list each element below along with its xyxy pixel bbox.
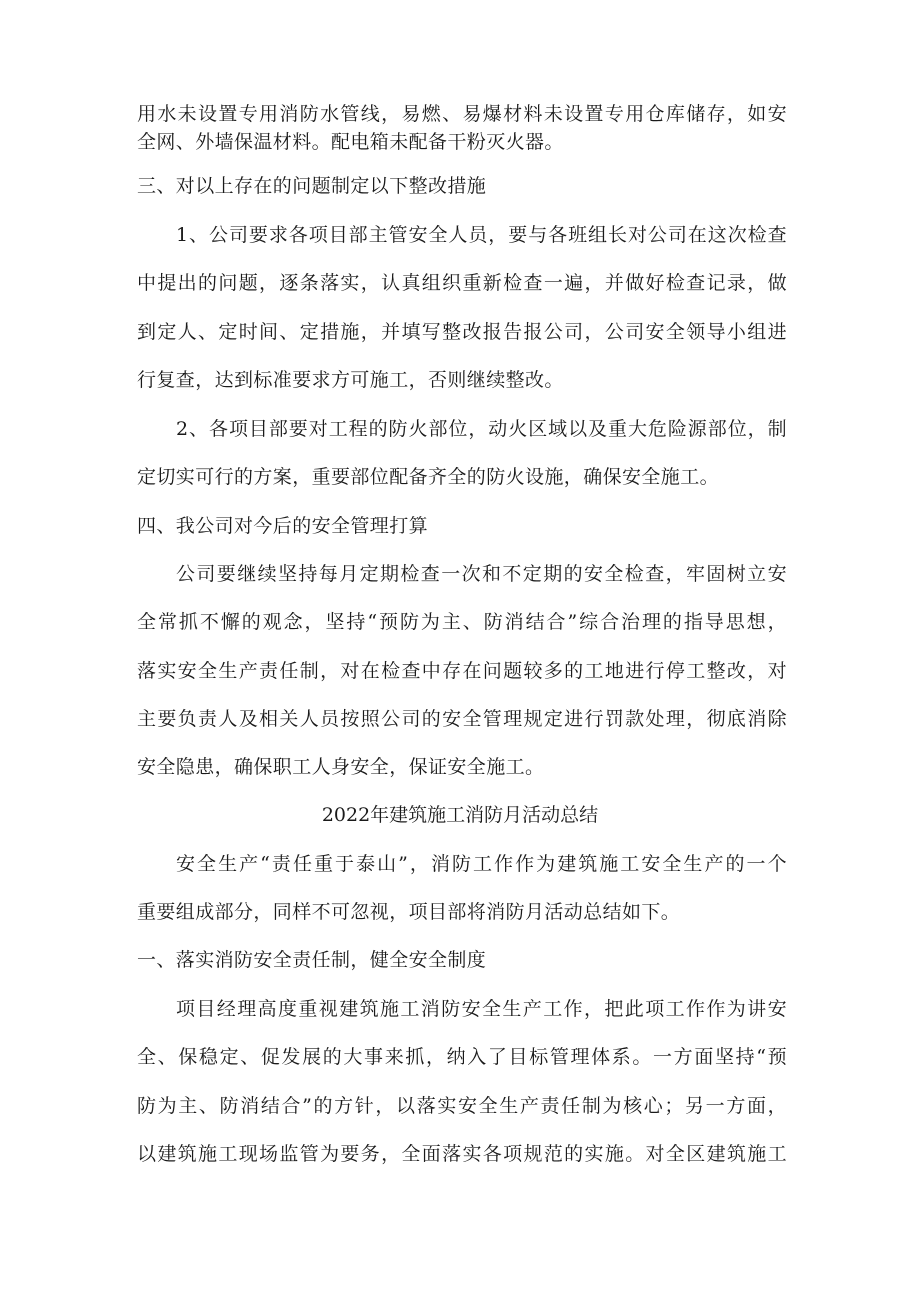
- paragraph-line: 定切实可行的方案，重要部位配备齐全的防火设施，确保安全施工。: [137, 466, 720, 488]
- paragraph-line: 全、保稳定、促发展的大事来抓，纳入了目标管理体系。一方面坚持“预: [137, 1046, 787, 1068]
- paragraph-line: 1、公司要求各项目部主管安全人员，要与各班组长对公司在这次检查: [176, 224, 787, 246]
- paragraph-line: 主要负责人及相关人员按照公司的安全管理规定进行罚款处理，彻底消除: [137, 708, 787, 730]
- paragraph-line: 中提出的问题，逐条落实，认真组织重新检查一遍，并做好检查记录，做: [137, 272, 787, 294]
- paragraph-line: 行复查，达到标准要求方可施工，否则继续整改。: [137, 369, 564, 391]
- paragraph-line: 落实安全生产责任制，对在检查中存在问题较多的工地进行停工整改，对: [137, 660, 787, 682]
- paragraph-line: 公司要继续坚持每月定期检查一次和不定期的安全检查，牢固树立安: [176, 563, 787, 585]
- paragraph-line: 项目经理高度重视建筑施工消防安全生产工作，把此项工作作为讲安: [176, 998, 787, 1020]
- paragraph-line: 全常抓不懈的观念，坚持“预防为主、防消结合”综合治理的指导思想，: [137, 611, 787, 633]
- paragraph-line: 用水未设置专用消防水管线，易燃、易爆材料未设置专用仓库储存，如安: [137, 103, 787, 125]
- section-heading: 三、对以上存在的问题制定以下整改措施: [137, 175, 487, 197]
- paragraph-line: 安全隐患，确保职工人身安全，保证安全施工。: [137, 756, 545, 778]
- page-title: 2022年建筑施工消防月活动总结: [321, 804, 599, 826]
- section-heading: 一、落实消防安全责任制，健全安全制度: [137, 949, 487, 971]
- paragraph-line: 全网、外墙保温材料。配电箱未配备干粉灭火器。: [137, 131, 564, 153]
- paragraph-line: 以建筑施工现场监管为要务，全面落实各项规范的实施。对全区建筑施工: [137, 1143, 787, 1165]
- section-heading: 四、我公司对今后的安全管理打算: [137, 515, 429, 537]
- paragraph-line: 2、各项目部要对工程的防火部位，动火区域以及重大危险源部位，制: [176, 418, 787, 440]
- paragraph-line: 安全生产“责任重于泰山”，消防工作作为建筑施工安全生产的一个: [176, 853, 787, 875]
- paragraph-line: 防为主、防消结合”的方针，以落实安全生产责任制为核心；另一方面，: [137, 1095, 787, 1117]
- paragraph-line: 到定人、定时间、定措施，并填写整改报告报公司，公司安全领导小组进: [137, 321, 787, 343]
- paragraph-line: 重要组成部分，同样不可忽视，项目部将消防月活动总结如下。: [137, 901, 681, 923]
